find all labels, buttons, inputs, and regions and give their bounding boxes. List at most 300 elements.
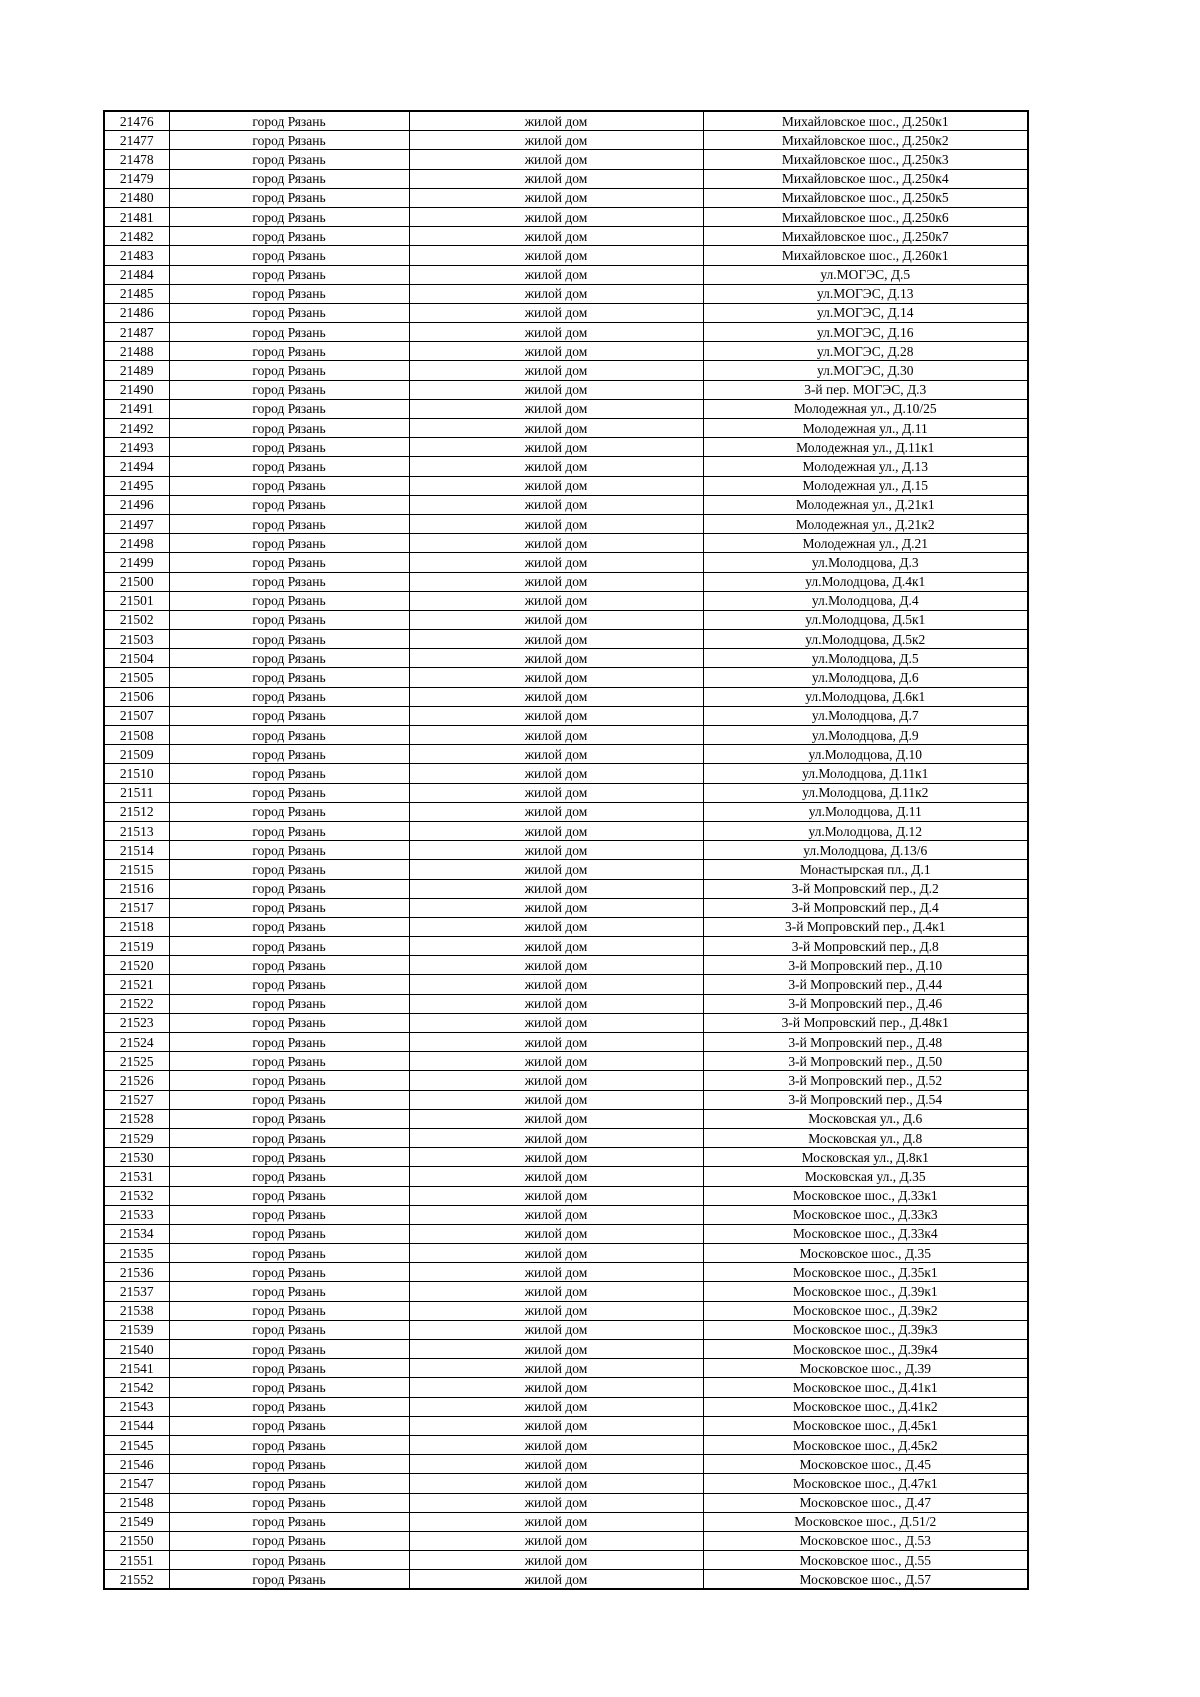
city-cell: город Рязань xyxy=(169,764,409,783)
object-type-cell: жилой дом xyxy=(409,1224,703,1243)
table-row xyxy=(104,956,1028,975)
object-type-cell: жилой дом xyxy=(409,457,703,476)
record-number-cell: 21497 xyxy=(104,514,169,533)
address-cell: Московская ул., Д.6 xyxy=(703,1109,1028,1128)
object-type-cell: жилой дом xyxy=(409,1052,703,1071)
city-cell: город Рязань xyxy=(169,802,409,821)
address-cell: 3-й Мопровский пер., Д.4к1 xyxy=(703,917,1028,936)
record-number-cell: 21488 xyxy=(104,342,169,361)
table-row xyxy=(104,1570,1028,1590)
address-cell: 3-й Мопровский пер., Д.4 xyxy=(703,898,1028,917)
object-type-cell: жилой дом xyxy=(409,265,703,284)
record-number-cell: 21510 xyxy=(104,764,169,783)
city-cell: город Рязань xyxy=(169,1455,409,1474)
table-row xyxy=(104,1397,1028,1416)
object-type-cell: жилой дом xyxy=(409,783,703,802)
address-cell: 3-й Мопровский пер., Д.2 xyxy=(703,879,1028,898)
table-row xyxy=(104,591,1028,610)
table-row xyxy=(104,1301,1028,1320)
table-row xyxy=(104,476,1028,495)
city-cell: город Рязань xyxy=(169,207,409,226)
table-row xyxy=(104,898,1028,917)
address-cell: ул.Молодцова, Д.6 xyxy=(703,668,1028,687)
address-cell: Московское шос., Д.39к2 xyxy=(703,1301,1028,1320)
record-number-cell: 21483 xyxy=(104,246,169,265)
object-type-cell: жилой дом xyxy=(409,975,703,994)
address-cell: Московское шос., Д.53 xyxy=(703,1531,1028,1550)
table-row xyxy=(104,323,1028,342)
record-number-cell: 21550 xyxy=(104,1531,169,1550)
object-type-cell: жилой дом xyxy=(409,591,703,610)
object-type-cell: жилой дом xyxy=(409,917,703,936)
address-cell: Московское шос., Д.33к3 xyxy=(703,1205,1028,1224)
record-number-cell: 21484 xyxy=(104,265,169,284)
table-row xyxy=(104,1378,1028,1397)
city-cell: город Рязань xyxy=(169,1033,409,1052)
record-number-cell: 21487 xyxy=(104,323,169,342)
object-type-cell: жилой дом xyxy=(409,1455,703,1474)
object-type-cell: жилой дом xyxy=(409,1340,703,1359)
object-type-cell: жилой дом xyxy=(409,994,703,1013)
city-cell: город Рязань xyxy=(169,1512,409,1531)
address-cell: ул.Молодцова, Д.10 xyxy=(703,745,1028,764)
city-cell: город Рязань xyxy=(169,553,409,572)
table-row xyxy=(104,380,1028,399)
record-number-cell: 21529 xyxy=(104,1128,169,1147)
record-number-cell: 21534 xyxy=(104,1224,169,1243)
record-number-cell: 21537 xyxy=(104,1282,169,1301)
city-cell: город Рязань xyxy=(169,1320,409,1339)
record-number-cell: 21499 xyxy=(104,553,169,572)
record-number-cell: 21528 xyxy=(104,1109,169,1128)
city-cell: город Рязань xyxy=(169,1013,409,1032)
record-number-cell: 21486 xyxy=(104,303,169,322)
object-type-cell: жилой дом xyxy=(409,150,703,169)
object-type-cell: жилой дом xyxy=(409,956,703,975)
address-cell: ул.Молодцова, Д.9 xyxy=(703,726,1028,745)
object-type-cell: жилой дом xyxy=(409,303,703,322)
address-cell: Молодежная ул., Д.10/25 xyxy=(703,399,1028,418)
address-cell: Московское шос., Д.35 xyxy=(703,1244,1028,1263)
object-type-cell: жилой дом xyxy=(409,131,703,150)
table-row xyxy=(104,841,1028,860)
records-table xyxy=(103,110,1029,1590)
table-row xyxy=(104,1551,1028,1570)
record-number-cell: 21545 xyxy=(104,1435,169,1454)
city-cell: город Рязань xyxy=(169,534,409,553)
table-row xyxy=(104,860,1028,879)
city-cell: город Рязань xyxy=(169,879,409,898)
object-type-cell: жилой дом xyxy=(409,1493,703,1512)
table-row xyxy=(104,1109,1028,1128)
object-type-cell: жилой дом xyxy=(409,1109,703,1128)
table-row xyxy=(104,265,1028,284)
record-number-cell: 21521 xyxy=(104,975,169,994)
record-number-cell: 21531 xyxy=(104,1167,169,1186)
record-number-cell: 21506 xyxy=(104,687,169,706)
city-cell: город Рязань xyxy=(169,706,409,725)
table-row xyxy=(104,1435,1028,1454)
table-row xyxy=(104,227,1028,246)
city-cell: город Рязань xyxy=(169,169,409,188)
table-row xyxy=(104,1167,1028,1186)
object-type-cell: жилой дом xyxy=(409,937,703,956)
city-cell: город Рязань xyxy=(169,495,409,514)
object-type-cell: жилой дом xyxy=(409,1013,703,1032)
address-cell: Молодежная ул., Д.21к1 xyxy=(703,495,1028,514)
record-number-cell: 21543 xyxy=(104,1397,169,1416)
table-row xyxy=(104,1013,1028,1032)
address-cell: ул.Молодцова, Д.4 xyxy=(703,591,1028,610)
city-cell: город Рязань xyxy=(169,1493,409,1512)
object-type-cell: жилой дом xyxy=(409,668,703,687)
record-number-cell: 21495 xyxy=(104,476,169,495)
address-cell: Молодежная ул., Д.11к1 xyxy=(703,438,1028,457)
object-type-cell: жилой дом xyxy=(409,1033,703,1052)
object-type-cell: жилой дом xyxy=(409,1531,703,1550)
city-cell: город Рязань xyxy=(169,1301,409,1320)
city-cell: город Рязань xyxy=(169,860,409,879)
city-cell: город Рязань xyxy=(169,630,409,649)
city-cell: город Рязань xyxy=(169,227,409,246)
city-cell: город Рязань xyxy=(169,514,409,533)
address-cell: ул.МОГЭС, Д.16 xyxy=(703,323,1028,342)
record-number-cell: 21530 xyxy=(104,1148,169,1167)
record-number-cell: 21549 xyxy=(104,1512,169,1531)
address-cell: Московское шос., Д.47к1 xyxy=(703,1474,1028,1493)
record-number-cell: 21520 xyxy=(104,956,169,975)
table-row xyxy=(104,630,1028,649)
table-row xyxy=(104,303,1028,322)
object-type-cell: жилой дом xyxy=(409,438,703,457)
record-number-cell: 21552 xyxy=(104,1570,169,1590)
object-type-cell: жилой дом xyxy=(409,1474,703,1493)
city-cell: город Рязань xyxy=(169,898,409,917)
record-number-cell: 21496 xyxy=(104,495,169,514)
record-number-cell: 21525 xyxy=(104,1052,169,1071)
address-cell: 3-й Мопровский пер., Д.54 xyxy=(703,1090,1028,1109)
table-row xyxy=(104,111,1028,131)
address-cell: ул.Молодцова, Д.5к1 xyxy=(703,610,1028,629)
table-row xyxy=(104,917,1028,936)
city-cell: город Рязань xyxy=(169,841,409,860)
city-cell: город Рязань xyxy=(169,1224,409,1243)
record-number-cell: 21489 xyxy=(104,361,169,380)
object-type-cell: жилой дом xyxy=(409,1282,703,1301)
city-cell: город Рязань xyxy=(169,1109,409,1128)
city-cell: город Рязань xyxy=(169,265,409,284)
table-row xyxy=(104,188,1028,207)
city-cell: город Рязань xyxy=(169,1340,409,1359)
city-cell: город Рязань xyxy=(169,111,409,131)
address-cell: ул.Молодцова, Д.5 xyxy=(703,649,1028,668)
table-row xyxy=(104,572,1028,591)
object-type-cell: жилой дом xyxy=(409,898,703,917)
city-cell: город Рязань xyxy=(169,1052,409,1071)
city-cell: город Рязань xyxy=(169,1148,409,1167)
record-number-cell: 21491 xyxy=(104,399,169,418)
city-cell: город Рязань xyxy=(169,1359,409,1378)
table-row xyxy=(104,1186,1028,1205)
table-row xyxy=(104,802,1028,821)
object-type-cell: жилой дом xyxy=(409,342,703,361)
object-type-cell: жилой дом xyxy=(409,1512,703,1531)
record-number-cell: 21512 xyxy=(104,802,169,821)
table-row xyxy=(104,1033,1028,1052)
table-row xyxy=(104,1531,1028,1550)
address-cell: Молодежная ул., Д.21 xyxy=(703,534,1028,553)
table-row xyxy=(104,1416,1028,1435)
city-cell: город Рязань xyxy=(169,361,409,380)
table-row xyxy=(104,1090,1028,1109)
address-cell: 3-й Мопровский пер., Д.48к1 xyxy=(703,1013,1028,1032)
address-cell: Московская ул., Д.8к1 xyxy=(703,1148,1028,1167)
object-type-cell: жилой дом xyxy=(409,1416,703,1435)
city-cell: город Рязань xyxy=(169,1128,409,1147)
table-row xyxy=(104,419,1028,438)
record-number-cell: 21507 xyxy=(104,706,169,725)
city-cell: город Рязань xyxy=(169,975,409,994)
address-cell: Московское шос., Д.33к1 xyxy=(703,1186,1028,1205)
city-cell: город Рязань xyxy=(169,1244,409,1263)
object-type-cell: жилой дом xyxy=(409,802,703,821)
table-row xyxy=(104,706,1028,725)
city-cell: город Рязань xyxy=(169,1167,409,1186)
address-cell: Михайловское шос., Д.250к4 xyxy=(703,169,1028,188)
address-cell: ул.МОГЭС, Д.28 xyxy=(703,342,1028,361)
city-cell: город Рязань xyxy=(169,1416,409,1435)
object-type-cell: жилой дом xyxy=(409,1071,703,1090)
record-number-cell: 21509 xyxy=(104,745,169,764)
object-type-cell: жилой дом xyxy=(409,361,703,380)
table-row xyxy=(104,284,1028,303)
city-cell: город Рязань xyxy=(169,476,409,495)
address-cell: Московское шос., Д.33к4 xyxy=(703,1224,1028,1243)
address-cell: Московское шос., Д.41к1 xyxy=(703,1378,1028,1397)
object-type-cell: жилой дом xyxy=(409,188,703,207)
object-type-cell: жилой дом xyxy=(409,630,703,649)
table-row xyxy=(104,1148,1028,1167)
records-table-body xyxy=(104,111,1028,1589)
address-cell: ул.Молодцова, Д.11к2 xyxy=(703,783,1028,802)
address-cell: ул.Молодцова, Д.5к2 xyxy=(703,630,1028,649)
address-cell: ул.Молодцова, Д.13/6 xyxy=(703,841,1028,860)
table-row xyxy=(104,1493,1028,1512)
city-cell: город Рязань xyxy=(169,1531,409,1550)
record-number-cell: 21502 xyxy=(104,610,169,629)
object-type-cell: жилой дом xyxy=(409,1263,703,1282)
table-row xyxy=(104,1224,1028,1243)
address-cell: Московское шос., Д.47 xyxy=(703,1493,1028,1512)
table-row xyxy=(104,342,1028,361)
city-cell: город Рязань xyxy=(169,1186,409,1205)
address-cell: Московское шос., Д.55 xyxy=(703,1551,1028,1570)
address-cell: 3-й пер. МОГЭС, Д.3 xyxy=(703,380,1028,399)
table-row xyxy=(104,764,1028,783)
table-row xyxy=(104,1359,1028,1378)
table-row xyxy=(104,1071,1028,1090)
city-cell: город Рязань xyxy=(169,1282,409,1301)
record-number-cell: 21551 xyxy=(104,1551,169,1570)
object-type-cell: жилой дом xyxy=(409,1435,703,1454)
address-cell: ул.МОГЭС, Д.5 xyxy=(703,265,1028,284)
table-row xyxy=(104,399,1028,418)
table-row xyxy=(104,783,1028,802)
object-type-cell: жилой дом xyxy=(409,764,703,783)
record-number-cell: 21546 xyxy=(104,1455,169,1474)
city-cell: город Рязань xyxy=(169,246,409,265)
city-cell: город Рязань xyxy=(169,323,409,342)
address-cell: 3-й Мопровский пер., Д.46 xyxy=(703,994,1028,1013)
object-type-cell: жилой дом xyxy=(409,284,703,303)
address-cell: ул.Молодцова, Д.7 xyxy=(703,706,1028,725)
table-row xyxy=(104,131,1028,150)
address-cell: 3-й Мопровский пер., Д.52 xyxy=(703,1071,1028,1090)
city-cell: город Рязань xyxy=(169,284,409,303)
table-row xyxy=(104,438,1028,457)
address-cell: ул.Молодцова, Д.3 xyxy=(703,553,1028,572)
city-cell: город Рязань xyxy=(169,591,409,610)
record-number-cell: 21539 xyxy=(104,1320,169,1339)
city-cell: город Рязань xyxy=(169,399,409,418)
record-number-cell: 21526 xyxy=(104,1071,169,1090)
address-cell: Московское шос., Д.45 xyxy=(703,1455,1028,1474)
table-row xyxy=(104,821,1028,840)
record-number-cell: 21519 xyxy=(104,937,169,956)
table-row xyxy=(104,937,1028,956)
table-row xyxy=(104,610,1028,629)
table-row xyxy=(104,1128,1028,1147)
object-type-cell: жилой дом xyxy=(409,706,703,725)
record-number-cell: 21524 xyxy=(104,1033,169,1052)
city-cell: город Рязань xyxy=(169,572,409,591)
address-cell: 3-й Мопровский пер., Д.10 xyxy=(703,956,1028,975)
record-number-cell: 21527 xyxy=(104,1090,169,1109)
address-cell: Московское шос., Д.39 xyxy=(703,1359,1028,1378)
object-type-cell: жилой дом xyxy=(409,1090,703,1109)
record-number-cell: 21540 xyxy=(104,1340,169,1359)
city-cell: город Рязань xyxy=(169,649,409,668)
city-cell: город Рязань xyxy=(169,438,409,457)
table-row xyxy=(104,1263,1028,1282)
table-row xyxy=(104,726,1028,745)
object-type-cell: жилой дом xyxy=(409,1244,703,1263)
table-row xyxy=(104,495,1028,514)
object-type-cell: жилой дом xyxy=(409,419,703,438)
record-number-cell: 21492 xyxy=(104,419,169,438)
object-type-cell: жилой дом xyxy=(409,1378,703,1397)
address-cell: Молодежная ул., Д.15 xyxy=(703,476,1028,495)
address-cell: ул.Молодцова, Д.11к1 xyxy=(703,764,1028,783)
city-cell: город Рязань xyxy=(169,726,409,745)
object-type-cell: жилой дом xyxy=(409,495,703,514)
address-cell: Московское шос., Д.39к4 xyxy=(703,1340,1028,1359)
object-type-cell: жилой дом xyxy=(409,821,703,840)
city-cell: город Рязань xyxy=(169,668,409,687)
object-type-cell: жилой дом xyxy=(409,399,703,418)
record-number-cell: 21493 xyxy=(104,438,169,457)
record-number-cell: 21494 xyxy=(104,457,169,476)
record-number-cell: 21500 xyxy=(104,572,169,591)
object-type-cell: жилой дом xyxy=(409,572,703,591)
table-row xyxy=(104,1340,1028,1359)
city-cell: город Рязань xyxy=(169,917,409,936)
record-number-cell: 21513 xyxy=(104,821,169,840)
address-cell: ул.МОГЭС, Д.14 xyxy=(703,303,1028,322)
table-row xyxy=(104,534,1028,553)
object-type-cell: жилой дом xyxy=(409,1167,703,1186)
table-row xyxy=(104,1455,1028,1474)
record-number-cell: 21482 xyxy=(104,227,169,246)
table-row xyxy=(104,246,1028,265)
object-type-cell: жилой дом xyxy=(409,207,703,226)
object-type-cell: жилой дом xyxy=(409,169,703,188)
object-type-cell: жилой дом xyxy=(409,1301,703,1320)
object-type-cell: жилой дом xyxy=(409,111,703,131)
address-cell: Московское шос., Д.51/2 xyxy=(703,1512,1028,1531)
object-type-cell: жилой дом xyxy=(409,1320,703,1339)
address-cell: 3-й Мопровский пер., Д.48 xyxy=(703,1033,1028,1052)
record-number-cell: 21536 xyxy=(104,1263,169,1282)
address-cell: Михайловское шос., Д.250к6 xyxy=(703,207,1028,226)
record-number-cell: 21515 xyxy=(104,860,169,879)
address-cell: ул.МОГЭС, Д.30 xyxy=(703,361,1028,380)
object-type-cell: жилой дом xyxy=(409,1570,703,1590)
record-number-cell: 21476 xyxy=(104,111,169,131)
object-type-cell: жилой дом xyxy=(409,1359,703,1378)
record-number-cell: 21479 xyxy=(104,169,169,188)
table-row xyxy=(104,1052,1028,1071)
address-cell: Московское шос., Д.45к2 xyxy=(703,1435,1028,1454)
table-row xyxy=(104,1205,1028,1224)
object-type-cell: жилой дом xyxy=(409,1186,703,1205)
table-row xyxy=(104,553,1028,572)
object-type-cell: жилой дом xyxy=(409,323,703,342)
address-cell: ул.МОГЭС, Д.13 xyxy=(703,284,1028,303)
record-number-cell: 21516 xyxy=(104,879,169,898)
record-number-cell: 21533 xyxy=(104,1205,169,1224)
city-cell: город Рязань xyxy=(169,457,409,476)
object-type-cell: жилой дом xyxy=(409,227,703,246)
object-type-cell: жилой дом xyxy=(409,246,703,265)
address-cell: Московская ул., Д.35 xyxy=(703,1167,1028,1186)
address-cell: 3-й Мопровский пер., Д.50 xyxy=(703,1052,1028,1071)
table-row xyxy=(104,1474,1028,1493)
address-cell: Московское шос., Д.45к1 xyxy=(703,1416,1028,1435)
object-type-cell: жилой дом xyxy=(409,476,703,495)
table-row xyxy=(104,975,1028,994)
city-cell: город Рязань xyxy=(169,1090,409,1109)
record-number-cell: 21478 xyxy=(104,150,169,169)
table-row xyxy=(104,169,1028,188)
object-type-cell: жилой дом xyxy=(409,1205,703,1224)
table-row xyxy=(104,994,1028,1013)
city-cell: город Рязань xyxy=(169,303,409,322)
address-cell: ул.Молодцова, Д.6к1 xyxy=(703,687,1028,706)
object-type-cell: жилой дом xyxy=(409,534,703,553)
address-cell: ул.Молодцова, Д.4к1 xyxy=(703,572,1028,591)
address-cell: Молодежная ул., Д.21к2 xyxy=(703,514,1028,533)
address-cell: Московское шос., Д.35к1 xyxy=(703,1263,1028,1282)
object-type-cell: жилой дом xyxy=(409,726,703,745)
address-cell: ул.Молодцова, Д.12 xyxy=(703,821,1028,840)
record-number-cell: 21490 xyxy=(104,380,169,399)
city-cell: город Рязань xyxy=(169,994,409,1013)
record-number-cell: 21548 xyxy=(104,1493,169,1512)
table-row xyxy=(104,1512,1028,1531)
city-cell: город Рязань xyxy=(169,745,409,764)
table-row xyxy=(104,668,1028,687)
